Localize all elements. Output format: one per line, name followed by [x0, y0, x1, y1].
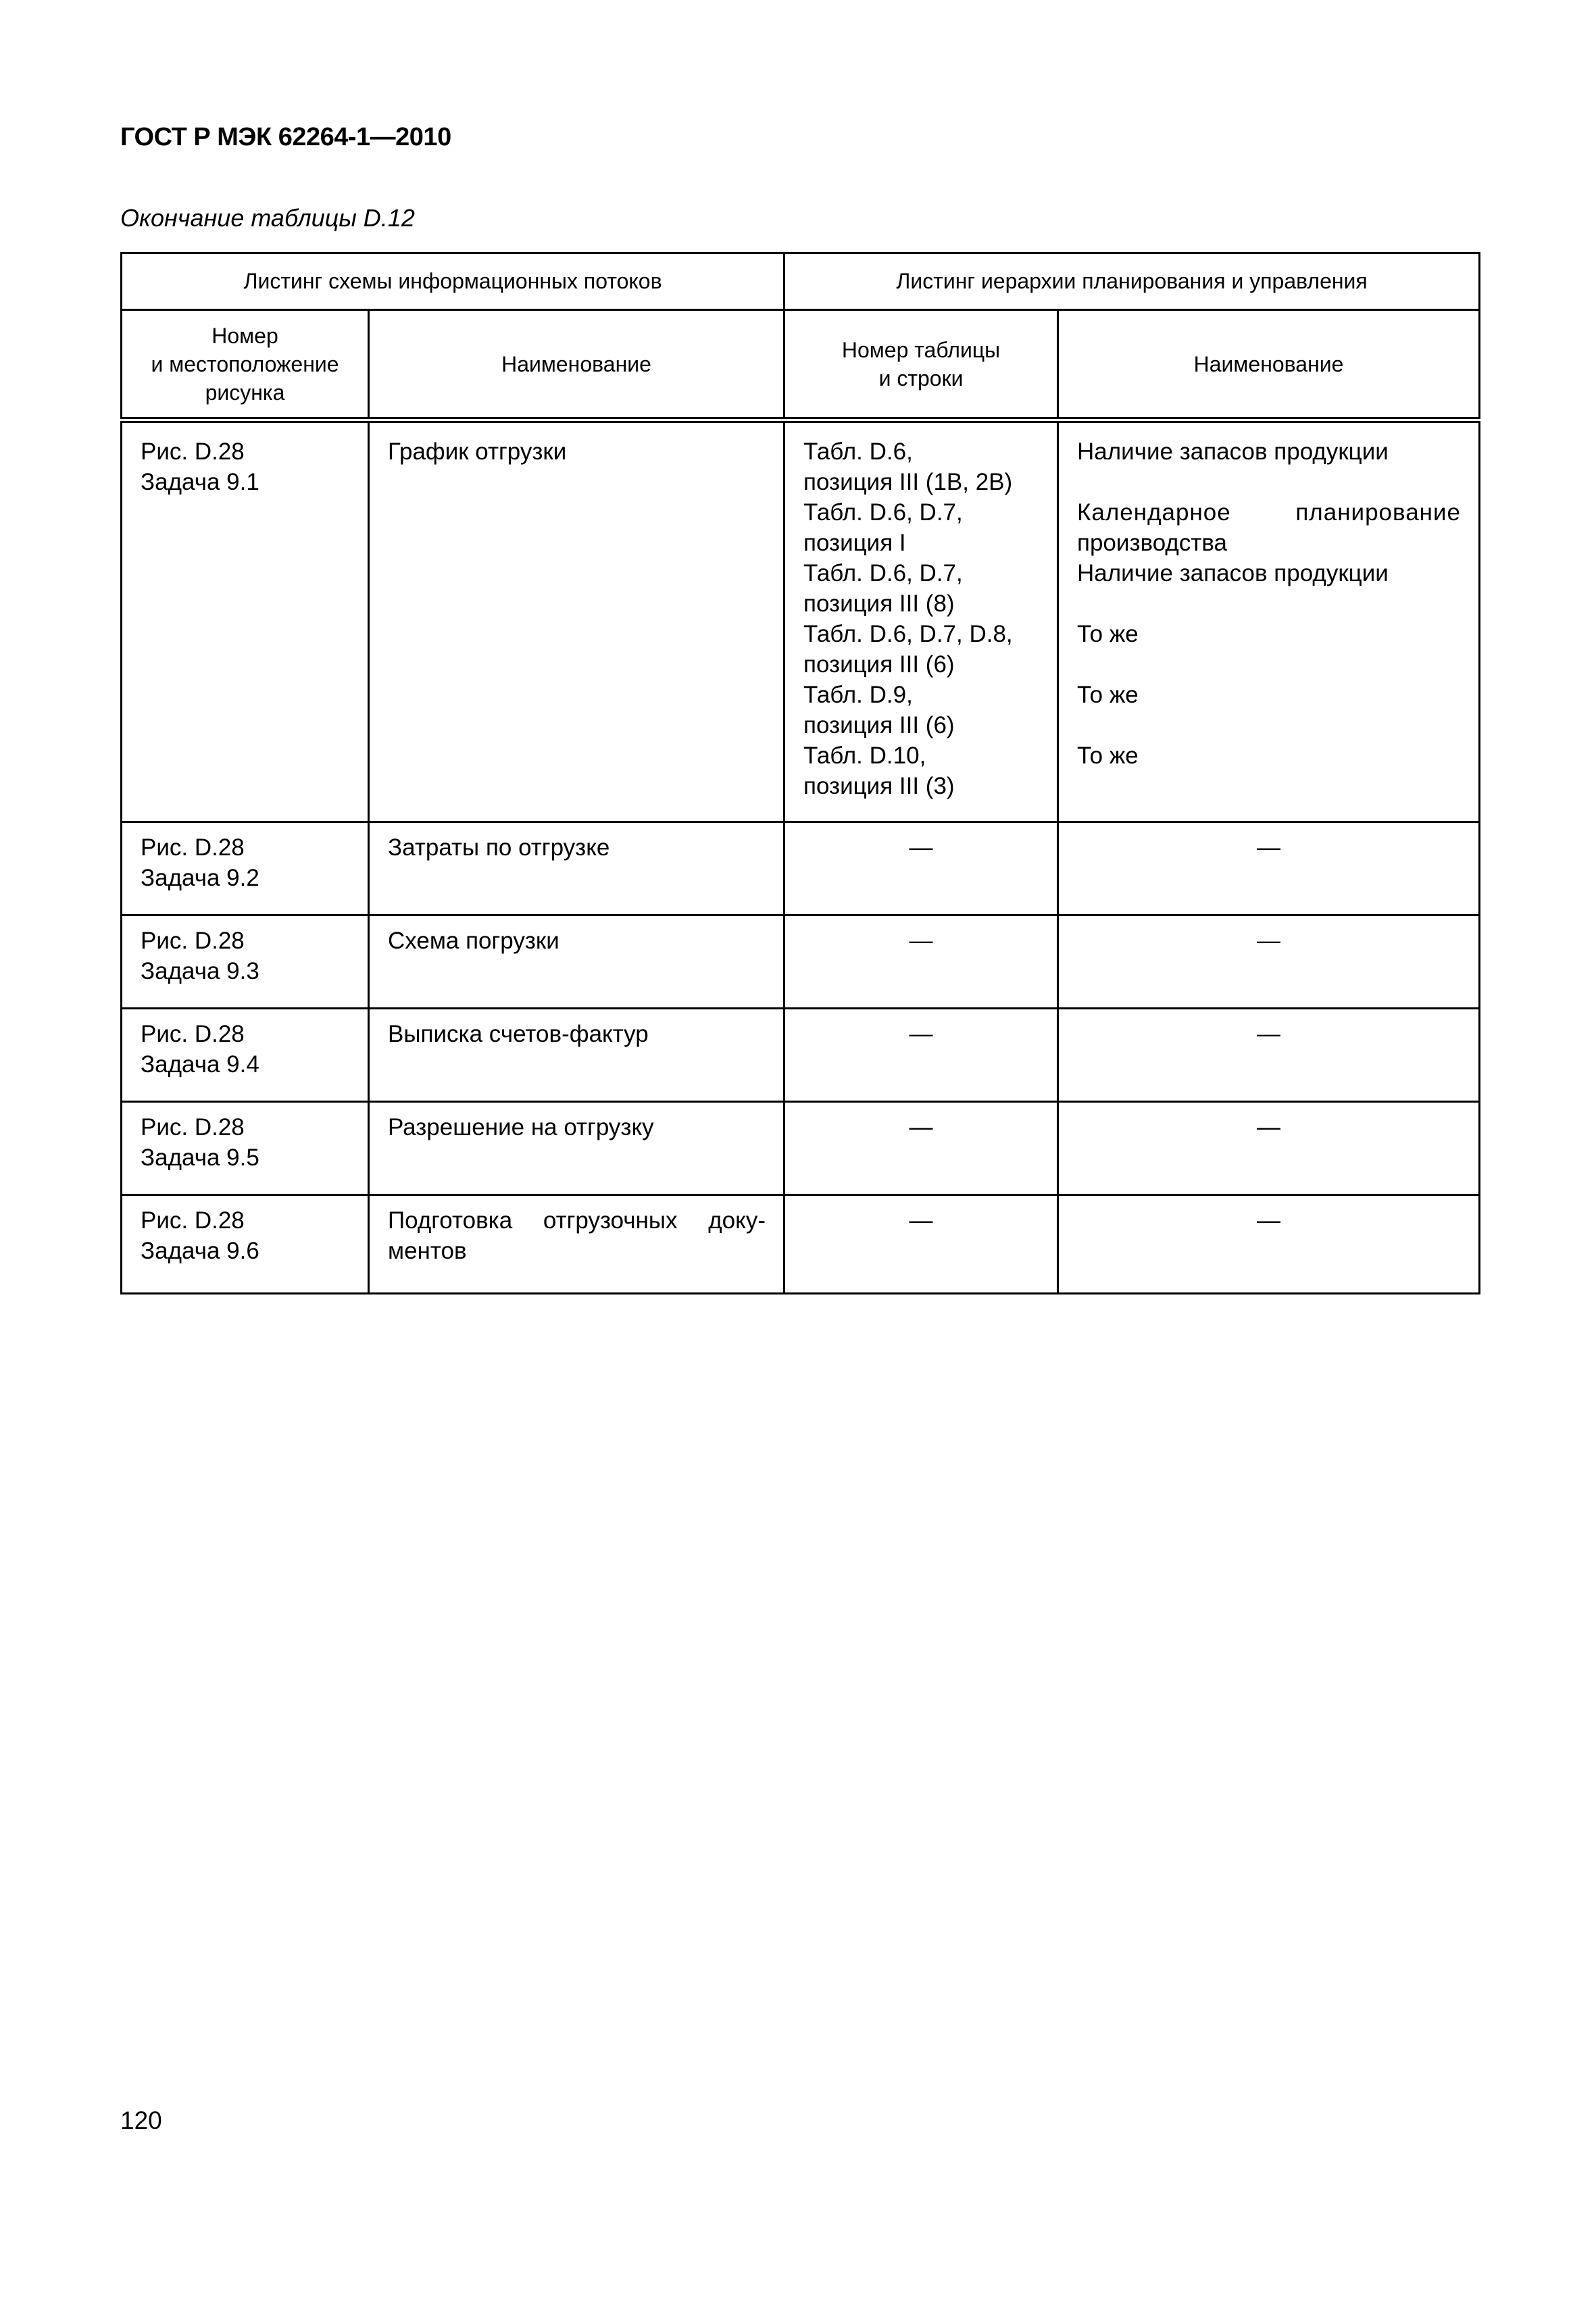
table-ref: Табл. D.6, D.7, D.8, — [803, 621, 1013, 647]
table-ref: Табл. D.9, — [803, 682, 913, 708]
name-cell: Затраты по отгрузке — [369, 822, 784, 915]
task-ref: Задача 9.6 — [141, 1238, 259, 1264]
group-header-planning-hierarchy: Листинг иерархии планирования и управления — [784, 253, 1480, 310]
figure-ref: Рис. D.28 — [141, 1207, 245, 1234]
table-ref-cell — [784, 420, 1058, 822]
header-line: Номер — [211, 323, 278, 348]
plan-name-cell: — — [1058, 915, 1480, 1009]
name-cell — [369, 1195, 784, 1294]
figure-ref: Рис. D.28 — [141, 1114, 245, 1140]
plan-name: То же — [1077, 743, 1139, 769]
table-row — [122, 420, 1480, 822]
position-ref: позиция III (6) — [803, 712, 955, 738]
position-ref: позиция III (8) — [803, 590, 955, 617]
group-header-row — [122, 253, 1480, 310]
figure-ref: Рис. D.28 — [141, 438, 245, 465]
plan-name: Наличие запасов продукции — [1077, 560, 1389, 586]
header-figure-location — [122, 310, 369, 420]
name-cell: Разрешение на отгрузку — [369, 1102, 784, 1195]
figure-cell — [122, 822, 369, 915]
sub-header-row — [122, 310, 1480, 420]
page-number: 120 — [120, 2107, 162, 2134]
task-ref: Задача 9.3 — [141, 958, 259, 984]
table-row — [122, 915, 1480, 1009]
figure-ref: Рис. D.28 — [141, 1021, 245, 1047]
plan-name: То же — [1077, 682, 1139, 708]
position-ref: позиция III (3) — [803, 773, 955, 799]
listing-table — [120, 252, 1480, 1294]
plan-name-line: Календарное планирование — [1077, 499, 1462, 526]
table-row — [122, 1009, 1480, 1102]
header-line: Номер таблицы — [841, 337, 1001, 362]
task-ref: Задача 9.5 — [141, 1145, 259, 1171]
figure-cell — [122, 1009, 369, 1102]
table-row — [122, 822, 1480, 915]
position-ref: позиция I — [803, 530, 906, 556]
table-ref-cell: — — [784, 1195, 1058, 1294]
header-name-left: Наименование — [369, 310, 784, 420]
task-ref: Задача 9.1 — [141, 469, 259, 495]
position-ref: позиция III (1B, 2B) — [803, 469, 1013, 495]
plan-name: То же — [1077, 621, 1139, 647]
table-row — [122, 1195, 1480, 1294]
name-cell: Схема погрузки — [369, 915, 784, 1009]
position-ref: позиция III (6) — [803, 651, 955, 678]
table-ref: Табл. D.6, — [803, 438, 913, 465]
figure-cell — [122, 1195, 369, 1294]
plan-name-cell: — — [1058, 1195, 1480, 1294]
figure-cell — [122, 1102, 369, 1195]
plan-name-cell — [1058, 420, 1480, 822]
name-line: ментов — [388, 1238, 467, 1264]
task-ref: Задача 9.4 — [141, 1051, 259, 1078]
figure-cell — [122, 915, 369, 1009]
table-ref-cell: — — [784, 915, 1058, 1009]
plan-name — [1077, 497, 1461, 558]
plan-name: Наличие запасов продукции — [1077, 438, 1389, 465]
plan-name-line: производства — [1077, 530, 1228, 556]
header-name-right: Наименование — [1058, 310, 1480, 420]
figure-cell — [122, 420, 369, 822]
header-table-row — [784, 310, 1058, 420]
table-ref: Табл. D.6, D.7, — [803, 560, 963, 586]
header-line: рисунка — [205, 380, 285, 405]
figure-ref: Рис. D.28 — [141, 928, 245, 954]
table-row — [122, 1102, 1480, 1195]
table-ref: Табл. D.10, — [803, 743, 926, 769]
header-line: и местоположение — [151, 351, 339, 376]
table-ref-cell: — — [784, 822, 1058, 915]
plan-name-cell: — — [1058, 1102, 1480, 1195]
table-ref-cell: — — [784, 1009, 1058, 1102]
task-ref: Задача 9.2 — [141, 865, 259, 891]
name-cell: Выписка счетов-фактур — [369, 1009, 784, 1102]
document-header: ГОСТ Р МЭК 62264-1—2010 — [120, 123, 451, 151]
group-header-info-flows: Листинг схемы информационных потоков — [122, 253, 784, 310]
plan-name-cell: — — [1058, 822, 1480, 915]
table-ref-cell: — — [784, 1102, 1058, 1195]
header-line: и строки — [878, 366, 964, 391]
figure-ref: Рис. D.28 — [141, 834, 245, 861]
table-caption: Окончание таблицы D.12 — [120, 204, 415, 232]
table-ref: Табл. D.6, D.7, — [803, 499, 963, 526]
plan-name-cell: — — [1058, 1009, 1480, 1102]
name-cell: График отгрузки — [369, 420, 784, 822]
name-line: Подготовка отгрузочных доку- — [388, 1207, 766, 1234]
